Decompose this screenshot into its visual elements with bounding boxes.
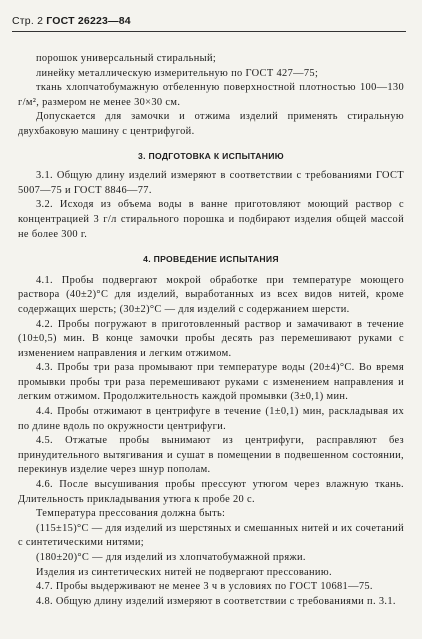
paragraph-3-2: 3.2. Исходя из объема воды в ванне приготовляют моющий раствор с концентрацией 3 г/л стирального порошка и подбирают изделия общей массой не более 300 г. [18, 199, 404, 240]
header-divider [12, 31, 406, 32]
paragraph-4-4: 4.4. Пробы отжимают в центрифуге в течение (1±0,1) мин, раскладывая их по длине вдоль по окружности центрифуги. [18, 406, 404, 432]
paragraph-4-7: 4.7. Пробы выдерживают не менее 3 ч в условиях по ГОСТ 10681—75. [36, 581, 373, 593]
intro-line: Допускается для замочки и отжима изделий применять стиральную двухбаковую машину с центрифугой. [18, 111, 404, 137]
pressing-temperature-intro: Температура прессования должна быть: [36, 508, 226, 520]
page-header [12, 15, 131, 27]
paragraph-4-5: 4.5. Отжатые пробы вынимают из центрифуги, расправляют без принудительного вытягивания и сушат в помещении в подвешенном состоянии, перекинув изделие через шнур пополам. [18, 435, 404, 476]
paragraph-4-3: 4.3. Пробы три раза промывают при температуре воды (20±4)°С. Во время промывки пробы три раза перемешивают руками с изменением направления и легким отжимом. Продолжительность каждой промывки (3±0,1) мин. [18, 362, 404, 403]
intro-line: линейку металлическую измерительную по ГОСТ 427—75; [36, 67, 319, 79]
page-number: Стр. 2 [12, 15, 44, 27]
paragraph-3-1: 3.1. Общую длину изделий измеряют в соответствии с требованиями ГОСТ 5007—75 и ГОСТ 8846—77. [18, 170, 404, 196]
paragraph-4-1: 4.1. Пробы подвергают мокрой обработке при температуре моющего раствора (40±2)°С для изделий, выработанных из всех видов нитей, кроме содержащих шерсть; (30±2)°С — для изделий с содержанием шерсти. [18, 274, 404, 315]
standard-code: ГОСТ 26223—84 [46, 15, 131, 27]
section-3-heading: 3. ПОДГОТОВКА К ИСПЫТАНИЮ [138, 150, 284, 161]
intro-line: порошок универсальный стиральный; [36, 53, 217, 64]
pressing-temperature-wool: (115±15)°С — для изделий из шерстяных и смешанных нитей и их сочетаний с синтетическими нитями; [18, 522, 404, 549]
paragraph-4-8: 4.8. Общую длину изделий измеряют в соответствии с требованиями п. 3.1. [36, 595, 396, 607]
section-4-heading: 4. ПРОВЕДЕНИЕ ИСПЫТАНИЯ [143, 254, 279, 265]
pressing-temperature-cotton: (180±20)°С — для изделий из хлопчатобумажной пряжи. [36, 552, 306, 563]
document-body [18, 52, 404, 609]
paragraph-4-6: 4.6. После высушивания пробы прессуют утюгом через влажную ткань. Длительность прикладывания утюга к пробе 20 с. [18, 479, 404, 505]
paragraph-4-2: 4.2. Пробы погружают в приготовленный раствор и замачивают в течение (10±0,5) мин. В конце замочки пробы десять раз перемешивают руками с изменением направления и легким отжимом. [18, 318, 404, 359]
intro-line: ткань хлопчатобумажную отбеленную поверхностной плотностью 100—130 г/м², размером не менее 30×30 см. [18, 82, 404, 108]
synthetic-note: Изделия из синтетических нитей не подвергают прессованию. [36, 566, 332, 578]
